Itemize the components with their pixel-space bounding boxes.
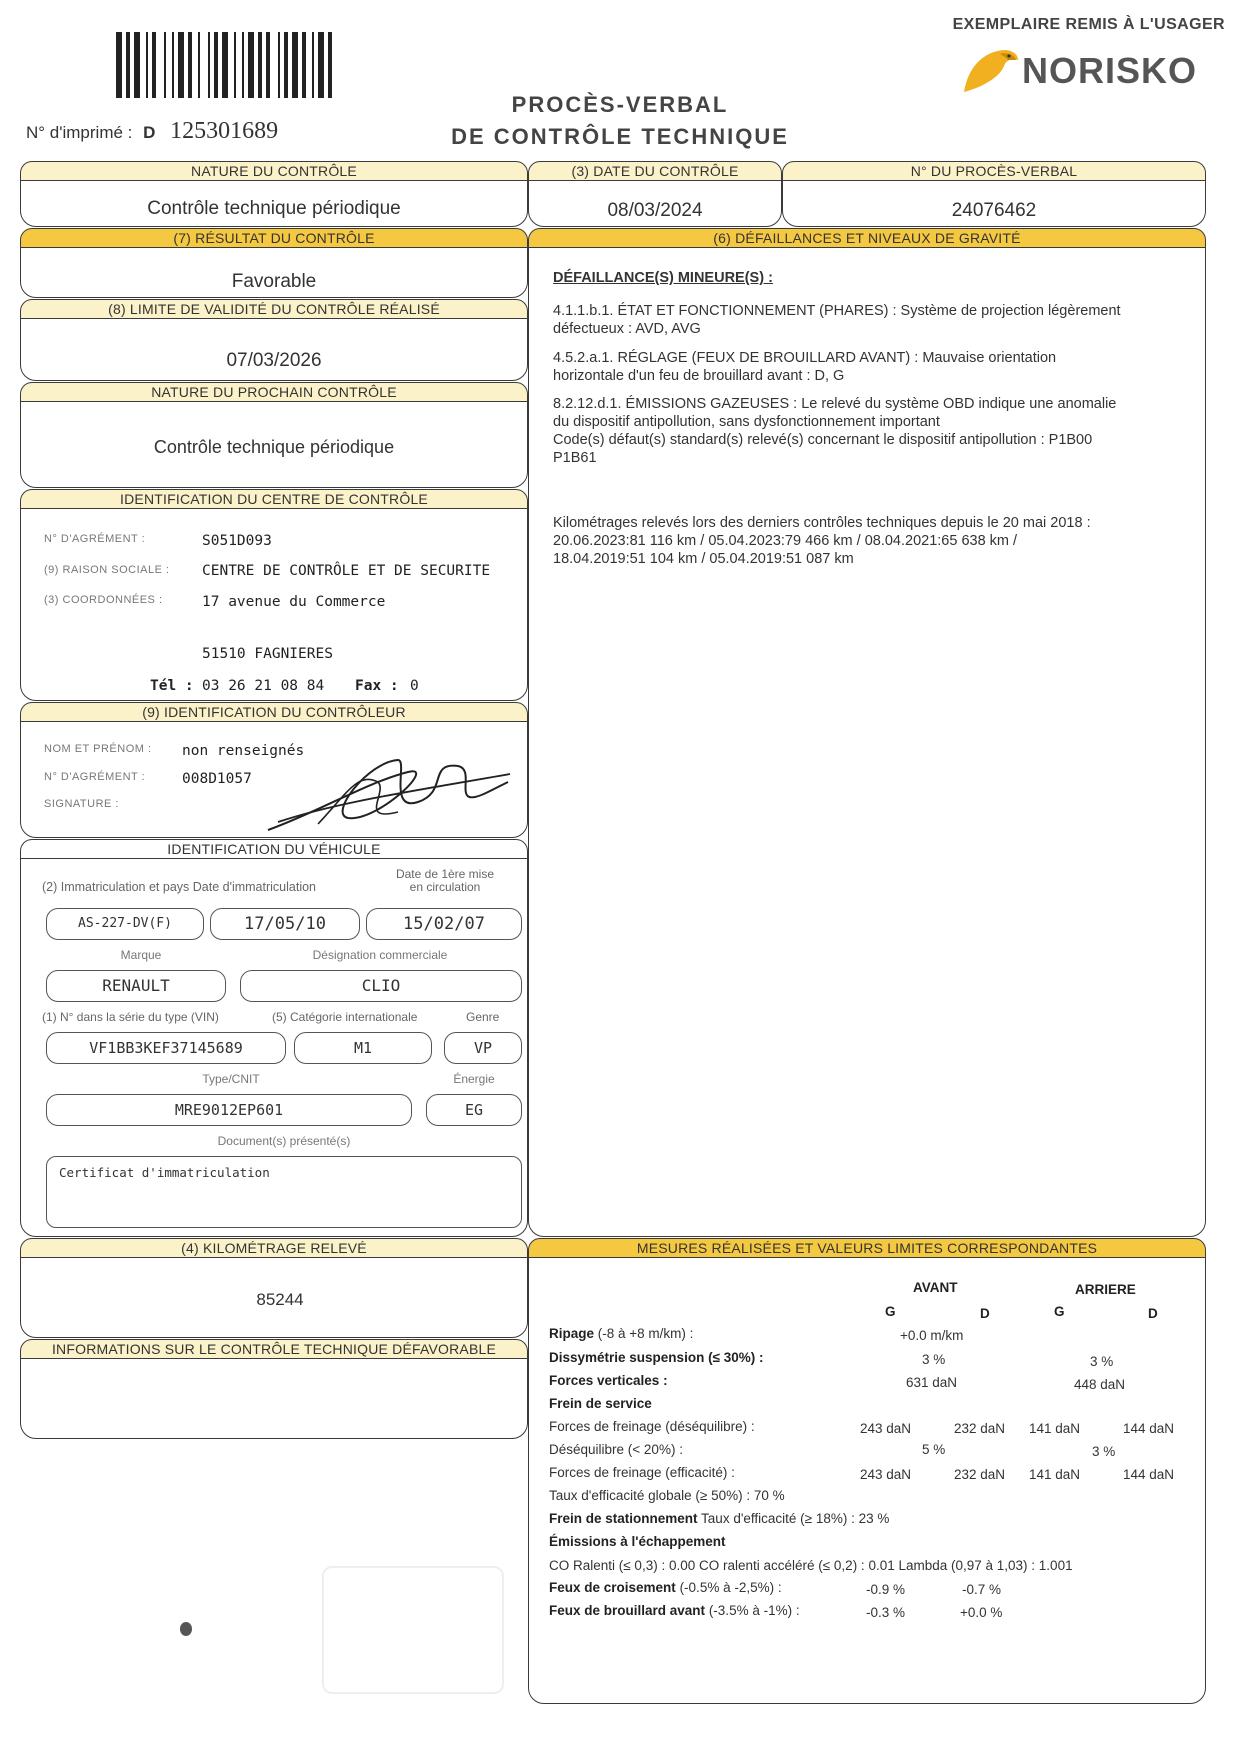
date-immat-field: 17/05/10	[210, 908, 360, 940]
centre-tel-label: Tél :	[150, 678, 194, 694]
km-history-line-3: 18.04.2019:51 104 km / 05.04.2019:51 087 km	[553, 551, 854, 567]
ff1-arriere-d: 144 daN	[1123, 1421, 1175, 1436]
col-arriere-g: G	[1054, 1304, 1065, 1319]
limite-value: 07/03/2026	[226, 350, 322, 371]
km-history-line-2: 20.06.2023:81 116 km / 05.04.2023:79 466 km / 08.04.2021:65 638 km /	[553, 533, 1018, 549]
defaillance-item-1	[553, 302, 1193, 338]
imprime-label: N° d'imprimé :	[26, 123, 133, 142]
energie-field: EG	[426, 1094, 522, 1126]
title-line-1: PROCÈS-VERBAL	[511, 92, 729, 117]
document-title	[420, 92, 820, 150]
genre-label: Genre	[466, 1010, 500, 1024]
brouillard-label: Feux de brouillard avant	[549, 1603, 706, 1618]
premiere-label-line-2: en circulation	[409, 880, 481, 894]
controleur-header: (9) IDENTIFICATION DU CONTRÔLEUR	[20, 702, 528, 722]
defaillance-2-line-1: 4.5.2.a.1. RÉGLAGE (FEUX DE BROUILLARD AVANT) : Mauvaise orientation	[553, 350, 1057, 366]
centre-tel-value: 03 26 21 08 84	[202, 678, 325, 694]
punch-hole	[180, 1622, 192, 1636]
immat-field: AS-227-DV(F)	[46, 908, 204, 940]
ff1-avant-g: 243 daN	[860, 1421, 912, 1436]
prochain-header: NATURE DU PROCHAIN CONTRÔLE	[20, 382, 528, 402]
frein-stat-row	[549, 1511, 889, 1526]
brouillard-row	[549, 1603, 800, 1618]
deseq-arriere: 3 %	[1092, 1444, 1116, 1459]
deseq-label: Déséquilibre (< 20%) :	[549, 1442, 683, 1457]
co-line: CO Ralenti (≤ 0,3) : 0.00 CO ralenti accéléré (≤ 0,2) : 0.01 Lambda (0,97 à 1,03) : 1.001	[549, 1558, 1073, 1573]
centre-agrement-value: S051D093	[202, 533, 272, 549]
date-premiere-field: 15/02/07	[366, 908, 522, 940]
frein-stat-value: Taux d'efficacité (≥ 18%) : 23 %	[701, 1511, 890, 1526]
frein-stat-label: Frein de stationnement	[549, 1511, 698, 1526]
vehicule-header: IDENTIFICATION DU VÉHICULE	[20, 839, 528, 859]
resultat-header: (7) RÉSULTAT DU CONTRÔLE	[20, 228, 528, 248]
dissym-avant: 3 %	[922, 1352, 946, 1367]
centre-header: IDENTIFICATION DU CENTRE DE CONTRÔLE	[20, 489, 528, 509]
imprime-number	[26, 118, 278, 145]
ripage-row	[549, 1326, 693, 1341]
premiere-label-line-1: Date de 1ère mise	[395, 867, 495, 881]
forces-v-label: Forces verticales :	[549, 1373, 668, 1388]
centre-fax-value: 0	[410, 678, 419, 694]
defaillance-2-line-2: horizontale d'un feu de brouillard avant : D, G	[553, 368, 845, 384]
kilometrage-header: (4) KILOMÉTRAGE RELEVÉ	[20, 1238, 528, 1258]
vehicule-immat-label: (2) Immatriculation et pays Date d'immatriculation	[42, 880, 317, 894]
col-avant: AVANT	[913, 1280, 958, 1295]
defaillance-3-line-2: du dispositif antipollution, sans dysfonctionnement important	[553, 414, 940, 430]
designation-label: Désignation commerciale	[312, 948, 448, 962]
title-line-2: DE CONTRÔLE TECHNIQUE	[451, 124, 789, 149]
dissym-arriere: 3 %	[1090, 1354, 1114, 1369]
brouillard-d: +0.0 %	[960, 1605, 1003, 1620]
imprime-value: 125301689	[170, 118, 279, 144]
centre-fax-label: Fax :	[355, 678, 399, 694]
centre-raison-value: CENTRE DE CONTRÔLE ET DE SECURITE	[202, 563, 491, 579]
resultat-value: Favorable	[231, 271, 317, 292]
vehicule-premiere-label	[380, 868, 510, 894]
kilometrage-value: 85244	[256, 1290, 304, 1309]
brouillard-g: -0.3 %	[866, 1605, 906, 1620]
croisement-g: -0.9 %	[866, 1582, 906, 1597]
marque-field: RENAULT	[46, 970, 226, 1002]
defaillance-item-3	[553, 395, 1198, 467]
ripage-limit: (-8 à +8 m/km) :	[597, 1326, 694, 1341]
marque-label: Marque	[120, 948, 162, 962]
defaillances-header: (6) DÉFAILLANCES ET NIVEAUX DE GRAVITÉ	[528, 228, 1206, 248]
ff2-avant-g: 243 daN	[860, 1467, 912, 1482]
dissym-label: Dissymétrie suspension	[549, 1350, 705, 1365]
ff2-avant-d: 232 daN	[954, 1467, 1006, 1482]
col-arriere: ARRIERE	[1075, 1282, 1136, 1297]
vin-field: VF1BB3KEF37145689	[46, 1032, 286, 1064]
controleur-nom-label: NOM ET PRÉNOM :	[44, 743, 152, 755]
defaillance-1-line-2: défectueux : AVD, AVG	[553, 321, 701, 337]
document-field	[46, 1156, 522, 1228]
imprime-prefix: D	[143, 123, 156, 142]
defaillances-section-title: DÉFAILLANCE(S) MINEURE(S) :	[553, 270, 773, 286]
categorie-field: M1	[294, 1032, 432, 1064]
forces-v-arriere: 448 daN	[1074, 1377, 1126, 1392]
document-label: Document(s) présenté(s)	[217, 1134, 351, 1148]
centre-address-2: 51510 FAGNIERES	[202, 646, 333, 662]
nature-controle-value: Contrôle technique périodique	[147, 198, 401, 219]
controleur-agrement-value: 008D1057	[182, 771, 252, 787]
type-field: MRE9012EP601	[46, 1094, 412, 1126]
barcode	[116, 32, 406, 98]
ff1-avant-d: 232 daN	[954, 1421, 1006, 1436]
taux-global: Taux d'efficacité globale (≥ 50%) : 70 %	[549, 1488, 785, 1503]
genre-field: VP	[444, 1032, 522, 1064]
vin-label: (1) N° dans la série du type (VIN)	[42, 1010, 219, 1024]
col-arriere-d: D	[1148, 1306, 1158, 1321]
energie-label: Énergie	[453, 1072, 495, 1086]
ripage-value: +0.0 m/km	[900, 1328, 964, 1343]
date-controle-header: (3) DATE DU CONTRÔLE	[528, 161, 782, 181]
controleur-signature-label: SIGNATURE :	[44, 798, 119, 810]
type-label: Type/CNIT	[202, 1072, 260, 1086]
ff-eff-label: Forces de freinage (efficacité) :	[549, 1465, 735, 1480]
brouillard-limit: (-3.5% à -1%) :	[708, 1603, 800, 1618]
forces-v-avant: 631 daN	[906, 1375, 958, 1390]
exemplaire-label: EXEMPLAIRE REMIS À L'USAGER	[952, 16, 1225, 33]
km-history	[553, 514, 1193, 568]
centre-raison-label: (9) RAISON SOCIALE :	[44, 564, 170, 576]
brand-name: NORISKO	[1022, 50, 1198, 91]
controleur-agrement-label: N° D'AGRÉMENT :	[44, 771, 146, 783]
norisko-logo	[960, 46, 1230, 96]
ff1-arriere-g: 141 daN	[1029, 1421, 1081, 1436]
categorie-label: (5) Catégorie internationale	[272, 1010, 418, 1024]
km-history-line-1: Kilométrages relevés lors des derniers contrôles techniques depuis le 20 mai 2018 :	[553, 515, 1091, 531]
document-value: Certificat d'immatriculation	[59, 1165, 270, 1180]
emissions-label: Émissions à l'échappement	[549, 1534, 726, 1549]
defaillance-3-line-4: P1B61	[553, 450, 597, 466]
num-pv-header: N° DU PROCÈS-VERBAL	[782, 161, 1206, 181]
ripage-label: Ripage	[549, 1326, 595, 1341]
deseq-avant: 5 %	[922, 1442, 946, 1457]
nature-controle-header: NATURE DU CONTRÔLE	[20, 161, 528, 181]
designation-field: CLIO	[240, 970, 522, 1002]
date-controle-value: 08/03/2024	[607, 200, 703, 221]
defaillance-3-line-3: Code(s) défaut(s) standard(s) relevé(s) concernant le dispositif antipollution : P1B00	[553, 432, 1093, 448]
defaillance-1-line-1: 4.1.1.b.1. ÉTAT ET FONCTIONNEMENT (PHARES) : Système de projection légèrement	[553, 303, 1121, 319]
centre-coord-label: (3) COORDONNÉES :	[44, 594, 163, 606]
signature-graphic	[258, 752, 518, 836]
defaillance-3-line-1: 8.2.12.d.1. ÉMISSIONS GAZEUSES : Le relevé du système OBD indique une anomalie	[553, 396, 1117, 412]
controleur-nom-value: non renseignés	[182, 743, 305, 759]
centre-agrement-label: N° D'AGRÉMENT :	[44, 533, 146, 545]
ff-deseq-label: Forces de freinage (déséquilibre) :	[549, 1419, 755, 1434]
defavorable-header: INFORMATIONS SUR LE CONTRÔLE TECHNIQUE DÉFAVORABLE	[20, 1339, 528, 1359]
num-pv-value: 24076462	[951, 200, 1037, 221]
dissym-limit: (≤ 30%) :	[708, 1350, 764, 1365]
croisement-label: Feux de croisement	[549, 1580, 676, 1595]
ff2-arriere-g: 141 daN	[1029, 1467, 1081, 1482]
croisement-limit: (-0.5% à -2,5%) :	[679, 1580, 782, 1595]
croisement-row	[549, 1580, 782, 1595]
defaillance-item-2	[553, 349, 1193, 385]
limite-header: (8) LIMITE DE VALIDITÉ DU CONTRÔLE RÉALISÉ	[20, 299, 528, 319]
centre-address-1: 17 avenue du Commerce	[202, 594, 386, 610]
eagle-icon	[960, 46, 1020, 96]
prochain-value: Contrôle technique périodique	[153, 437, 395, 457]
dissym-row	[549, 1350, 764, 1365]
col-avant-g: G	[885, 1304, 896, 1319]
frein-service-label: Frein de service	[549, 1396, 652, 1411]
barcode-graphic	[116, 32, 406, 98]
ff2-arriere-d: 144 daN	[1123, 1467, 1175, 1482]
stamp-area	[322, 1566, 504, 1694]
mesures-header: MESURES RÉALISÉES ET VALEURS LIMITES CORRESPONDANTES	[528, 1238, 1206, 1258]
col-avant-d: D	[980, 1306, 990, 1321]
croisement-d: -0.7 %	[962, 1582, 1002, 1597]
